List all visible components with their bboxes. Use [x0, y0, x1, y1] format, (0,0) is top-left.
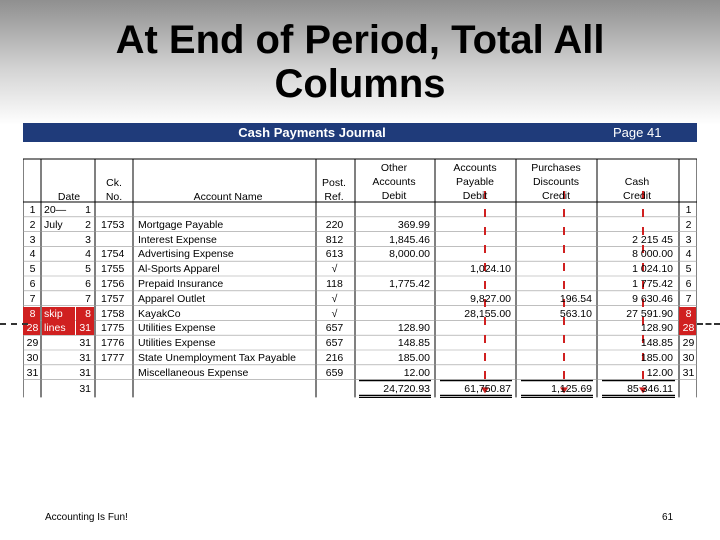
row-rline-cell: 4: [685, 248, 692, 261]
row-ck-cell: 1775: [101, 322, 125, 335]
journal-title: Cash Payments Journal: [238, 125, 386, 140]
row-day-cell: 31: [79, 352, 91, 364]
header-account-name: Account Name: [193, 191, 263, 203]
total-other-cell: 24,720.93: [383, 382, 430, 395]
row-day-cell: 1: [85, 204, 91, 216]
header-other-3: Debit: [381, 190, 407, 202]
row-ref-cell: √: [331, 292, 338, 305]
row-rline-cell: 2: [685, 218, 692, 231]
skip-marker-left: [0, 323, 28, 325]
row-line-cell: 5: [29, 263, 36, 276]
header-other-2: Accounts: [372, 176, 416, 188]
row-month-cell: 20—: [44, 204, 67, 216]
row-ap-cell: 1,024.10: [470, 263, 511, 276]
total-pd-cell: 1,125.69: [551, 382, 592, 395]
row-ck-cell: 1758: [101, 307, 125, 320]
row-cash-cell: 148.85: [640, 337, 673, 350]
row-ref-cell: 118: [326, 278, 343, 290]
row-rline-cell: 6: [685, 278, 692, 290]
row-ref-cell: √: [331, 307, 338, 320]
slide-title: [40, 18, 680, 106]
header-ap-3: Debit: [462, 190, 488, 202]
row-month-cell: lines: [42, 321, 75, 335]
header-ap-2: Payable: [456, 176, 494, 188]
row-other-cell: 8,000.00: [389, 248, 430, 261]
journal-page: Page 41: [613, 125, 662, 140]
row-ck-cell: 1756: [101, 278, 125, 290]
row-line-cell: 31: [26, 366, 39, 379]
row-ck-cell: 1757: [101, 292, 125, 305]
row-ap-cell: 9,827.00: [470, 292, 511, 305]
row-day-cell: 6: [85, 278, 91, 290]
row-line-cell: 7: [29, 292, 36, 305]
row-day-cell: 5: [85, 263, 91, 276]
header-post-ref-1: Post.: [322, 177, 346, 189]
slide-title-line-2: Columns: [274, 62, 446, 106]
row-rline-cell: 8: [679, 307, 696, 321]
row-account-cell: KayakCo: [138, 307, 181, 320]
header-cash-2: Credit: [622, 190, 651, 202]
row-line-cell: 2: [29, 218, 36, 231]
row-day-cell: 3: [85, 233, 91, 246]
header-post-ref-2: Ref.: [324, 191, 344, 203]
row-account-cell: Utilities Expense: [138, 337, 216, 350]
header-pd-1: Purchases: [531, 162, 581, 174]
row-cash-cell: 1 024.10: [632, 263, 673, 276]
header-cash-1: Cash: [624, 176, 650, 188]
row-ref-cell: 812: [325, 233, 344, 246]
row-rline-cell: 1: [685, 204, 692, 216]
row-rline-cell: 31: [682, 366, 695, 379]
row-account-cell: Prepaid Insurance: [138, 278, 224, 290]
row-cash-cell: 2 215 45: [632, 233, 673, 246]
total-day-cell: 31: [79, 382, 91, 395]
row-cash-cell: 9 630.46: [632, 292, 673, 305]
row-other-cell: 128.90: [397, 322, 430, 335]
row-ref-cell: 220: [325, 218, 344, 231]
page-number: 61: [662, 512, 674, 523]
cash-payments-journal: [23, 123, 697, 403]
row-cash-cell: 128.90: [640, 322, 673, 335]
row-ck-cell: 1755: [101, 263, 125, 276]
row-other-cell: 1,775.42: [389, 278, 430, 290]
row-pd-cell: 196.54: [559, 292, 592, 305]
row-other-cell: 1,845.46: [389, 233, 430, 246]
row-day-cell: 8: [76, 307, 94, 321]
row-ref-cell: 657: [325, 322, 344, 335]
row-day-cell: 4: [85, 248, 91, 261]
row-other-cell: 369.99: [397, 218, 430, 231]
row-rline-cell: 7: [685, 292, 692, 305]
row-ref-cell: √: [331, 263, 338, 276]
row-account-cell: Miscellaneous Expense: [138, 366, 249, 379]
footer-text: Accounting Is Fun!: [45, 512, 128, 523]
row-day-cell: 31: [79, 366, 91, 379]
skip-marker-right: [697, 323, 720, 325]
row-cash-cell: 185.00: [640, 352, 673, 364]
row-account-cell: Apparel Outlet: [138, 292, 206, 305]
row-ref-cell: 657: [325, 337, 344, 350]
row-ref-cell: 659: [325, 366, 344, 379]
row-line-cell: 4: [29, 248, 36, 261]
row-line-cell: 1: [29, 204, 36, 216]
row-rline-cell: 3: [685, 233, 692, 246]
row-ck-cell: 1754: [101, 248, 125, 261]
header-ck-2: No.: [105, 191, 123, 203]
row-ck-cell: 1776: [101, 337, 125, 350]
row-other-cell: 148.85: [397, 337, 430, 350]
row-account-cell: State Unemployment Tax Payable: [138, 352, 296, 364]
header-ap-1: Accounts: [453, 162, 497, 174]
row-account-cell: Advertising Expense: [138, 248, 234, 261]
row-day-cell: 31: [79, 337, 91, 350]
row-rline-cell: 30: [682, 352, 695, 364]
row-rline-cell: 5: [685, 263, 692, 276]
row-cash-cell: 8 000.00: [632, 248, 673, 261]
row-ck-cell: 1753: [101, 218, 125, 231]
row-rline-cell: 28: [679, 321, 696, 335]
row-cash-cell: 12.00: [646, 366, 673, 379]
row-cash-cell: 27 591.90: [626, 307, 673, 320]
row-line-cell: 28: [23, 321, 40, 335]
header-date: Date: [57, 191, 81, 203]
row-pd-cell: 563.10: [559, 307, 592, 320]
row-account-cell: Mortgage Payable: [138, 218, 224, 231]
slide-title-line-1: At End of Period, Total All: [115, 18, 605, 62]
row-other-cell: 12.00: [403, 366, 430, 379]
row-ck-cell: 1777: [101, 352, 125, 364]
row-line-cell: 8: [23, 307, 40, 321]
row-account-cell: Interest Expense: [138, 233, 217, 246]
header-pd-3: Credit: [541, 190, 570, 202]
row-account-cell: Al-Sports Apparel: [138, 263, 220, 276]
row-other-cell: 185.00: [397, 352, 430, 364]
row-line-cell: 6: [29, 278, 36, 290]
row-line-cell: 29: [26, 337, 39, 350]
header-pd-2: Discounts: [532, 176, 580, 188]
row-rline-cell: 29: [682, 337, 695, 350]
header-ck-1: Ck.: [106, 177, 122, 189]
row-month-cell: July: [44, 218, 63, 231]
row-day-cell: 31: [76, 321, 94, 335]
row-day-cell: 7: [85, 292, 91, 305]
row-ref-cell: 613: [325, 248, 344, 261]
row-day-cell: 2: [85, 218, 91, 231]
row-ref-cell: 216: [325, 352, 344, 364]
row-cash-cell: 1 775.42: [632, 278, 673, 290]
total-ap-cell: 61,750.87: [464, 382, 511, 395]
total-cash-cell: 85 346.11: [627, 382, 673, 395]
header-other-1: Other: [380, 162, 408, 174]
row-ap-cell: 28,155.00: [464, 307, 511, 320]
row-line-cell: 30: [26, 352, 39, 364]
row-line-cell: 3: [29, 233, 36, 246]
row-month-cell: skip: [42, 307, 75, 321]
row-account-cell: Utilities Expense: [138, 322, 216, 335]
